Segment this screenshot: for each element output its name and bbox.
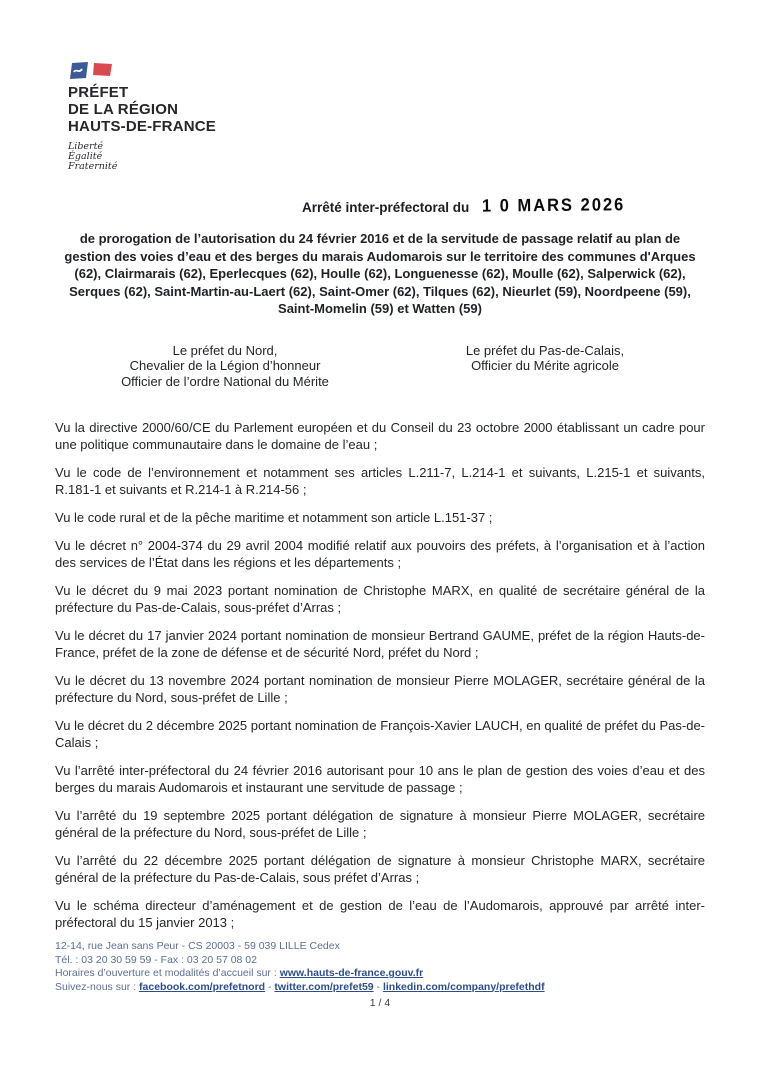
recital-paragraph: Vu l’arrêté du 19 septembre 2025 portant délégation de signature à monsieur Pierre MOLAGER, secrétaire général de la préfecture du Nord, sous-préfet de Lille ; bbox=[55, 808, 705, 840]
recital-paragraph: Vu le décret du 17 janvier 2024 portant nomination de monsieur Bertrand GAUME, préfet de la région Hauts-de-France, préfet de la zone de défense et de sécurité Nord, préfet du Nord ; bbox=[55, 628, 705, 660]
signatory-line: Le préfet du Pas-de-Calais, bbox=[465, 342, 625, 358]
facebook-link[interactable]: facebook.com/prefetnord bbox=[139, 980, 266, 993]
recital-paragraph: Vu le schéma directeur d’aménagement et de gestion de l’eau de l’Audomarois, approuvé par arrêté inter-préfectoral du 15 janvier 2013 ; bbox=[55, 898, 705, 930]
motto-line: Égalité bbox=[68, 151, 103, 162]
link-separator: - bbox=[265, 980, 275, 993]
recital-paragraph: Vu le décret du 13 novembre 2024 portant nomination de monsieur Pierre MOLAGER, secrétaire général de la préfecture du Nord, sous-préfet de Lille ; bbox=[55, 673, 705, 705]
recital-paragraph: Vu le code rural et de la pêche maritime et notamment son article L.151-37 ; bbox=[55, 510, 493, 525]
signatory-line: Le préfet du Nord, bbox=[172, 342, 278, 358]
recital-paragraph: Vu le décret n° 2004-374 du 29 avril 2004 modifié relatif aux pouvoirs des préfets, à l’organisation et à l’action des services de l’État dans les régions et les départements ; bbox=[55, 538, 705, 570]
decree-title-row bbox=[55, 195, 705, 217]
motto-line: Liberté bbox=[68, 141, 104, 152]
footer-hours-prefix: Horaires d’ouverture et modalités d’accueil sur : bbox=[55, 967, 280, 979]
signatory-line: Officier du Mérite agricole bbox=[471, 358, 619, 373]
signatories bbox=[55, 343, 705, 390]
motto-line: Fraternité bbox=[68, 161, 118, 172]
french-flag-logo-icon bbox=[68, 62, 114, 80]
recital-paragraph: Vu l’arrêté inter-préfectoral du 24 février 2016 autorisant pour 10 ans le plan de gestion des voies d’eau et des berges du marais Audomarois et instaurant une servitude de passage ; bbox=[55, 763, 705, 795]
date-stamp: 1 0 MARS 2026 bbox=[482, 195, 626, 216]
twitter-link[interactable]: twitter.com/prefet59 bbox=[274, 980, 374, 993]
linkedin-link[interactable]: linkedin.com/company/prefethdf bbox=[382, 980, 545, 993]
signatory-line: Chevalier de la Légion d’honneur bbox=[129, 358, 321, 373]
agency-line: HAUTS-DE-FRANCE bbox=[68, 118, 216, 135]
page-number: 1 / 4 bbox=[369, 997, 391, 1009]
footer-social-prefix: Suivez-nous sur : bbox=[55, 980, 140, 993]
footer-phone-fax: Tél. : 03 20 30 59 59 - Fax : 03 20 57 08 02 bbox=[55, 953, 257, 966]
page-footer bbox=[55, 940, 705, 1011]
website-link[interactable]: www.hauts-de-france.gouv.fr bbox=[279, 967, 424, 979]
link-separator: - bbox=[373, 980, 383, 993]
agency-line: PRÉFET bbox=[68, 84, 129, 101]
footer-social-line bbox=[55, 981, 705, 995]
recital-paragraph: Vu l’arrêté du 22 décembre 2025 portant délégation de signature à monsieur Christophe MARX, secrétaire général de la préfecture du Pas-de-Calais, sous préfet d’Arras ; bbox=[55, 853, 705, 885]
agency-line: DE LA RÉGION bbox=[68, 101, 179, 118]
footer-hours-line bbox=[55, 967, 705, 981]
agency-name bbox=[68, 84, 760, 135]
recitals bbox=[55, 419, 705, 931]
signatory-nord bbox=[85, 343, 365, 390]
decree-title: Arrêté inter-préfectoral du bbox=[302, 200, 470, 215]
prefecture-letterhead bbox=[68, 62, 760, 172]
signatory-pas-de-calais bbox=[420, 343, 670, 374]
republic-motto bbox=[68, 142, 760, 172]
footer-address: 12-14, rue Jean sans Peur - CS 20003 - 59 039 LILLE Cedex bbox=[55, 940, 340, 952]
decree-subject: de prorogation de l’autorisation du 24 février 2016 et de la servitude de passage relatif au plan de gestion des voies d’eau et des berges du marais Audomarois sur le territoire des communes d'Arques (62), Clairmarais (62), Eperlecques (62), Houlle (62), Longuenesse (62), Moulle (62), Salperwick (62), Serques (62), Saint-Martin-au-Laert (62), Saint-Omer (62), Tilques (62), Nieurlet (59), Noordpeene (59), Saint-Momelin (59) et Watten (59) bbox=[64, 231, 696, 316]
recital-paragraph: Vu le décret du 9 mai 2023 portant nomination de Christophe MARX, en qualité de secrétaire général de la préfecture du Pas-de-Calais, sous-préfet d’Arras ; bbox=[55, 583, 705, 615]
recital-paragraph: Vu le code de l’environnement et notamment ses articles L.211-7, L.214-1 et suivants, L.215-1 et suivants, R.181-1 et suivants et R.214-1 à R.214-56 ; bbox=[55, 465, 705, 497]
recital-paragraph: Vu le décret du 2 décembre 2025 portant nomination de François-Xavier LAUCH, en qualité de préfet du Pas-de-Calais ; bbox=[55, 718, 705, 750]
signatory-line: Officier de l’ordre National du Mérite bbox=[121, 373, 329, 389]
recital-paragraph: Vu la directive 2000/60/CE du Parlement européen et du Conseil du 23 octobre 2000 établissant un cadre pour une politique communautaire dans le domaine de l’eau ; bbox=[55, 420, 705, 452]
